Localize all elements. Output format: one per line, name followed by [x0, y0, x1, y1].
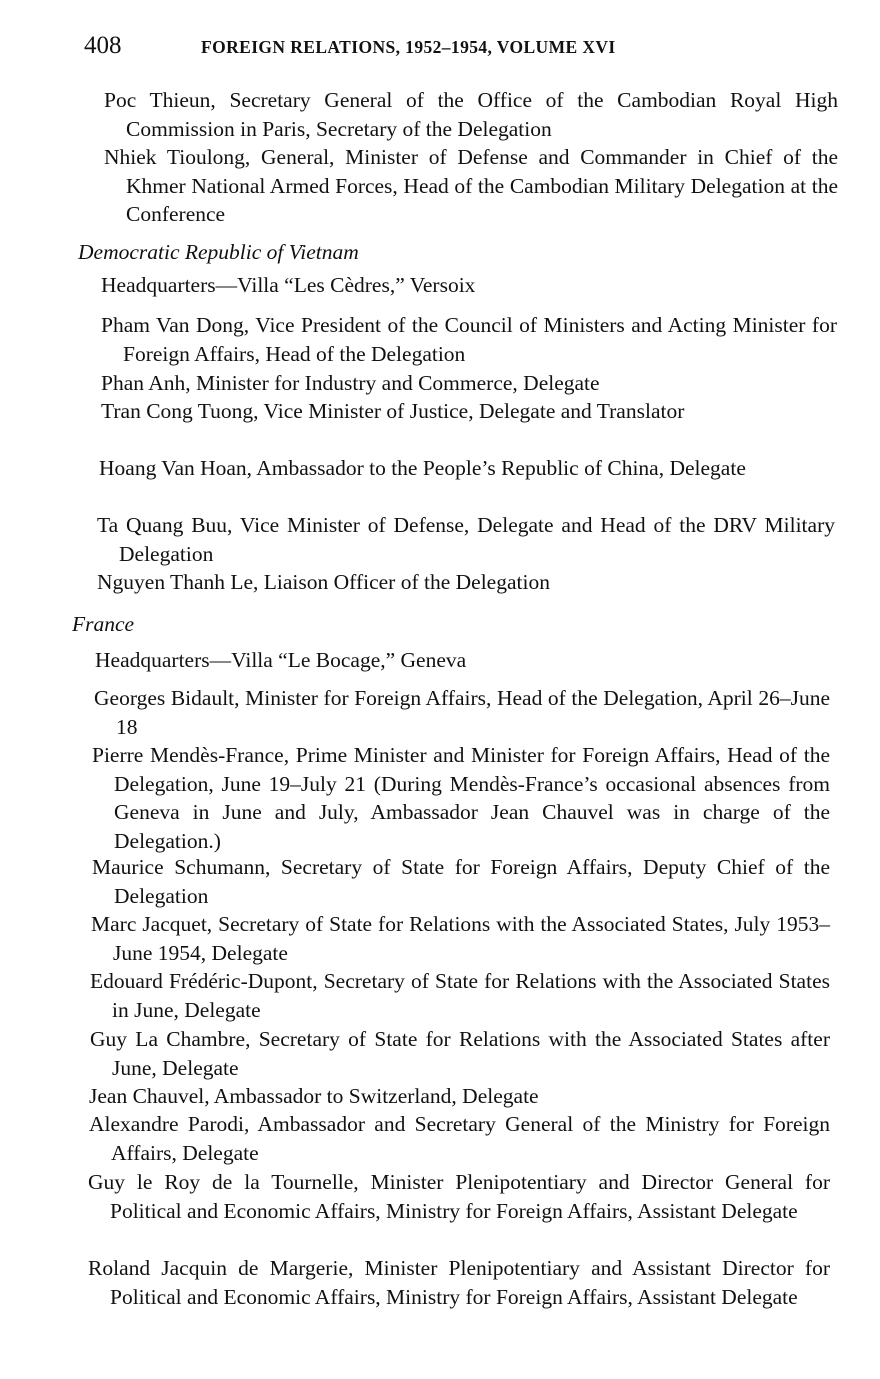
delegate-entry: Guy La Chambre, Secretary of State for Relations with the Associated States after June, Delegate	[90, 1027, 830, 1080]
headquarters-drv: Headquarters—Villa “Les Cèdres,” Versoix	[101, 273, 476, 297]
delegate-entry: Alexandre Parodi, Ambassador and Secretary General of the Ministry for Foreign Affairs, Delegate	[89, 1112, 830, 1165]
section-heading-drv: Democratic Republic of Vietnam	[78, 240, 359, 264]
delegate-entry: Ta Quang Buu, Vice Minister of Defense, Delegate and Head of the DRV Military Delegation	[97, 513, 835, 566]
delegate-entry: Roland Jacquin de Margerie, Minister Plenipotentiary and Assistant Director for Political and Economic Affairs, Ministry for Foreign Affairs, Assistant Delegate	[88, 1256, 830, 1309]
delegate-entry: Edouard Frédéric-Dupont, Secretary of State for Relations with the Associated States in June, Delegate	[90, 969, 830, 1022]
delegate-entry: Pham Van Dong, Vice President of the Council of Ministers and Acting Minister for Foreign Affairs, Head of the Delegation	[101, 313, 837, 366]
running-title: FOREIGN RELATIONS, 1952–1954, VOLUME XVI	[201, 37, 616, 57]
delegate-entry: Pierre Mendès-France, Prime Minister and Minister for Foreign Affairs, Head of the Delegation, June 19–July 21 (During Mendès-France’s occasional absences from Geneva in June and July, Ambassador Jean Chauvel was in charge of the Delegation.)	[92, 743, 830, 853]
headquarters-france: Headquarters—Villa “Le Bocage,” Geneva	[95, 648, 467, 672]
delegate-entry: Guy le Roy de la Tournelle, Minister Plenipotentiary and Director General for Political and Economic Affairs, Ministry for Foreign Affairs, Assistant Delegate	[88, 1170, 830, 1223]
delegate-entry: Georges Bidault, Minister for Foreign Affairs, Head of the Delegation, April 26–June 18	[94, 686, 830, 739]
page-number: 408	[84, 32, 122, 59]
delegate-entry: Nguyen Thanh Le, Liaison Officer of the Delegation	[97, 570, 550, 594]
delegate-entry: Marc Jacquet, Secretary of State for Relations with the Associated States, July 1953–June 1954, Delegate	[91, 912, 830, 965]
delegate-entry: Jean Chauvel, Ambassador to Switzerland, Delegate	[89, 1084, 539, 1108]
delegate-entry: Maurice Schumann, Secretary of State for Foreign Affairs, Deputy Chief of the Delegation	[92, 855, 830, 908]
delegate-entry: Tran Cong Tuong, Vice Minister of Justice, Delegate and Translator	[101, 399, 685, 423]
delegate-entry: Nhiek Tioulong, General, Minister of Defense and Commander in Chief of the Khmer National Armed Forces, Head of the Cambodian Military Delegation at the Conference	[104, 145, 838, 226]
page-header	[84, 30, 824, 62]
delegate-entry: Phan Anh, Minister for Industry and Commerce, Delegate	[101, 371, 600, 395]
section-heading-france: France	[72, 612, 135, 636]
delegate-entry: Poc Thieun, Secretary General of the Office of the Cambodian Royal High Commission in Paris, Secretary of the Delegation	[104, 88, 838, 141]
delegate-entry: Hoang Van Hoan, Ambassador to the People’s Republic of China, Delegate	[99, 456, 746, 480]
